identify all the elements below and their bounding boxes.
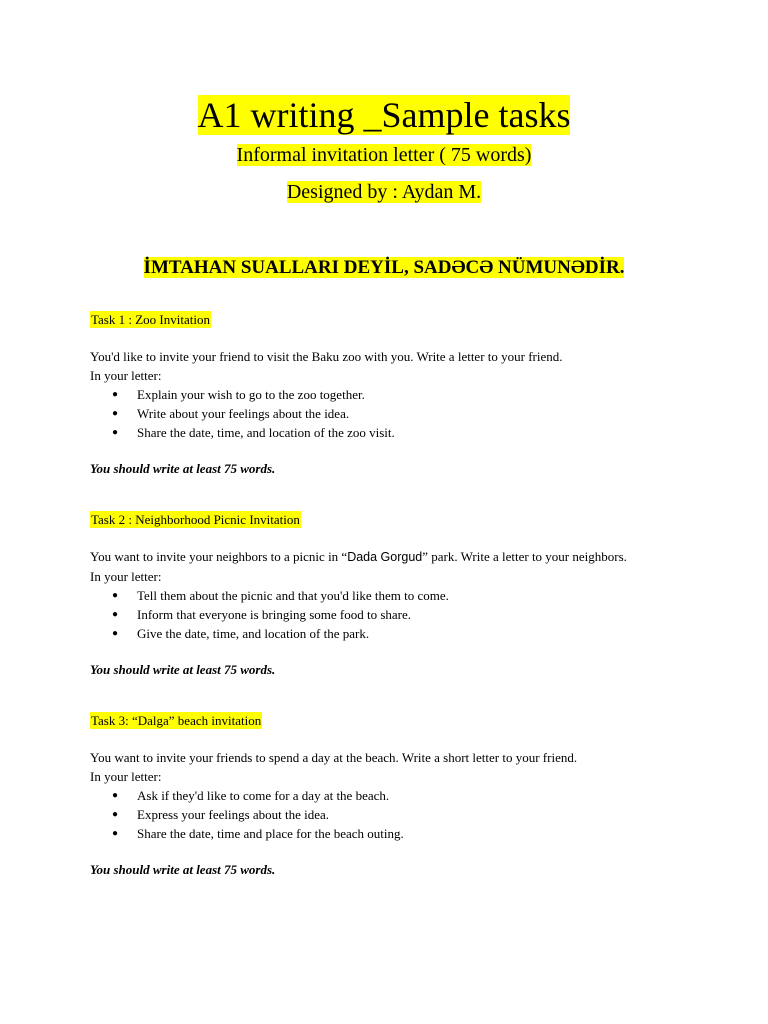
page-title	[0, 91, 768, 139]
task-heading-text: Task 3: “Dalga” beach invitation	[91, 713, 262, 728]
author-line	[0, 179, 768, 205]
list-item: ● Write about your feelings about the idea.	[90, 404, 730, 423]
task-description-text-end: ” park. Write a letter to your neighbors.	[422, 549, 627, 564]
disclaimer-text: İMTAHAN SUALLARI DEYİL, SADƏCƏ NÜMUNƏDİR.	[143, 257, 625, 278]
park-name: Dada Gorgud	[347, 550, 423, 564]
list-item: ● Share the date, time, and location of the zoo visit.	[90, 423, 730, 442]
page-title-text: A1 writing _Sample tasks	[197, 95, 571, 135]
task-heading	[90, 310, 730, 329]
task-bullet-list	[90, 786, 730, 843]
task-description-text: You'd like to invite your friend to visit the Baku zoo with you. Write a letter to your friend.	[90, 349, 563, 364]
list-item: ● Express your feelings about the idea.	[90, 805, 730, 824]
task-description-text: You want to invite your friends to spend a day at the beach. Write a short letter to your friend.	[90, 750, 578, 765]
list-item: ● Inform that everyone is bringing some food to share.	[90, 605, 730, 624]
letter-intro: In your letter:	[90, 368, 162, 383]
task-heading-text: Task 1 : Zoo Invitation	[91, 312, 210, 327]
task-3	[90, 711, 730, 879]
task-bullet-list	[90, 385, 730, 442]
task-description-text: You want to invite your neighbors to a picnic in “	[90, 549, 348, 564]
letter-intro: In your letter:	[90, 769, 162, 784]
task-description	[90, 748, 730, 786]
task-heading	[90, 510, 730, 529]
task-description	[90, 547, 730, 586]
disclaimer	[0, 255, 768, 281]
task-bullet-list	[90, 586, 730, 643]
word-count-note: You should write at least 75 words.	[90, 461, 276, 476]
list-item: ● Give the date, time, and location of the park.	[90, 624, 730, 643]
task-heading	[90, 711, 730, 730]
word-count-note: You should write at least 75 words.	[90, 662, 276, 677]
list-item: ● Tell them about the picnic and that you'd like them to come.	[90, 586, 730, 605]
task-description	[90, 347, 730, 385]
subtitle	[0, 142, 768, 168]
list-item: ● Ask if they'd like to come for a day at the beach.	[90, 786, 730, 805]
word-count-note: You should write at least 75 words.	[90, 862, 276, 877]
task-2	[90, 510, 730, 679]
list-item: ● Share the date, time and place for the beach outing.	[90, 824, 730, 843]
task-heading-text: Task 2 : Neighborhood Picnic Invitation	[91, 512, 300, 527]
letter-intro: In your letter:	[90, 569, 162, 584]
subtitle-text: Informal invitation letter ( 75 words)	[236, 144, 532, 166]
author-line-text: Designed by : Aydan M.	[286, 181, 482, 203]
list-item: ● Explain your wish to go to the zoo together.	[90, 385, 730, 404]
task-1	[90, 310, 730, 478]
